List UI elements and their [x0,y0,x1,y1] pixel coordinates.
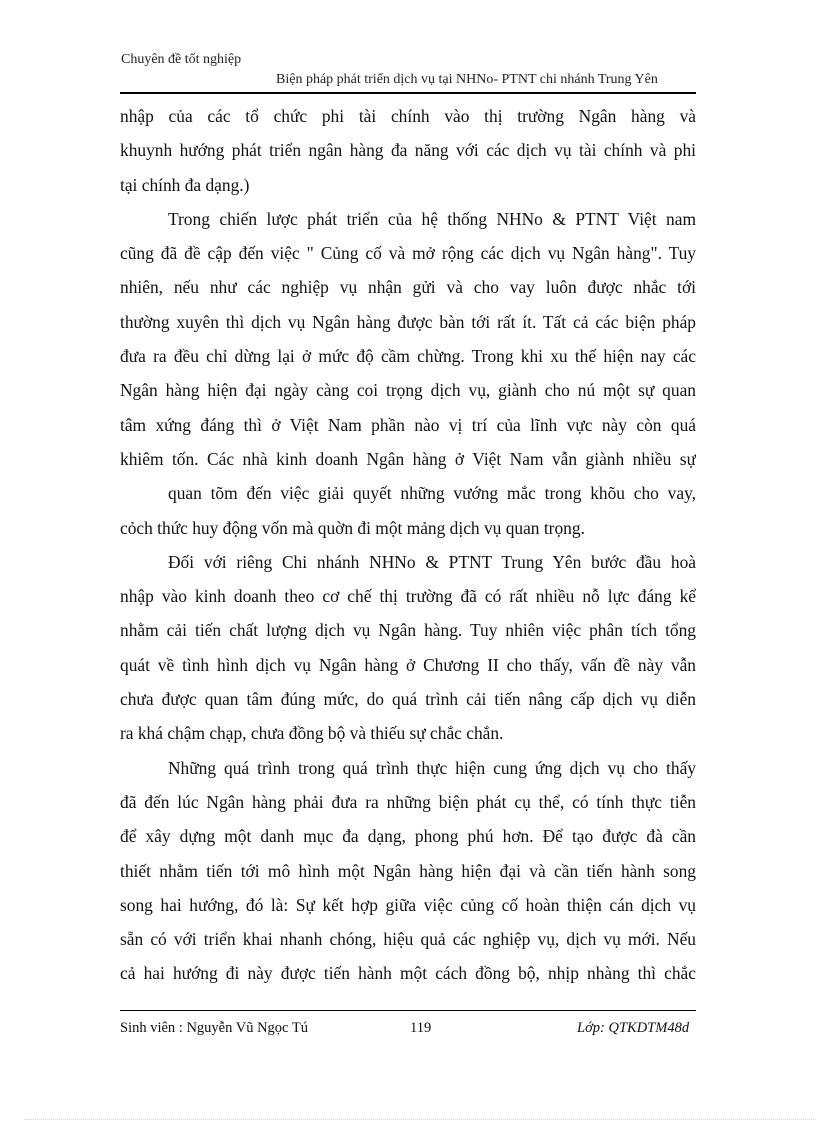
text-line: đã đến lúc Ngân hàng phải đưa ra những biện phát cụ thể, có tính thực tiễn [120,791,696,812]
body-text [120,99,696,991]
text-line: thường xuyên thì dịch vụ Ngân hàng được bàn tới rất ít. Tất cả các biện pháp [120,311,696,332]
header-right-title: Biện pháp phát triển dịch vụ tại NHNo- PTNT chi nhánh Trung Yên [276,72,658,87]
text-line: Trong chiến lược phát triển của hệ thống NHNo & PTNT Việt nam [168,208,696,229]
text-line: nhằm cải tiến chất lượng dịch vụ Ngân hàng. Tuy nhiên việc phân tích tổng [120,620,696,641]
text-line: nhập vào kinh doanh theo cơ chế thị trường đã có rất nhiều nỗ lực đáng kể [120,586,696,607]
text-line: chưa được quan tâm đúng mức, do quá trình cải tiến nâng cấp dịch vụ diễn [120,689,696,710]
text-line: quát về tình hình dịch vụ Ngân hàng ở Chương II cho thấy, vấn đề này vẫn [120,654,696,675]
text-line: khuynh hướng phát triển ngân hàng đa năng với các dịch vụ tài chính và phi [120,140,696,161]
text-line: nhiên, nếu như các nghiệp vụ nhận gửi và cho vay luôn được nhắc tới [120,277,696,298]
footer-rule [120,1010,696,1011]
page-edge-divider [24,1119,816,1120]
footer-author: Sinh viên : Nguyễn Vũ Ngọc Tú [120,1020,308,1036]
text-line: khiêm tốn. Các nhà kinh doanh Ngân hàng ở Việt Nam vẫn giành nhiều sự [120,448,696,469]
page-number: 119 [410,1020,432,1036]
text-line: nhập của các tổ chức phi tài chính vào thị trường Ngân hàng và [120,106,696,126]
text-line: cũng đã đề cập đến việc " Củng cố và mở rộng các dịch vụ Ngân hàng". Tuy [120,243,696,264]
text-line: tại chính đa dạng.) [120,174,250,195]
text-line: Những quá trình trong quá trình thực hiện cung ứng dịch vụ cho thấy [168,757,696,778]
header-rule [120,92,696,94]
footer-class: Lớp: QTKDTM48d [577,1020,690,1036]
text-line: cỏch thức huy động vốn mà quờn đi một mảng dịch vụ quan trọng. [120,517,585,538]
text-line: cả hai hướng đi này được tiến hành một cách đồng bộ, nhịp nhàng thì chắc [120,963,696,984]
text-line: sẵn có với triển khai nhanh chóng, hiệu quả các nghiệp vụ, dịch vụ mới. Nếu [120,929,696,950]
text-line: Ngân hàng hiện đại ngày càng coi trọng dịch vụ, giành cho nú một sự quan [120,380,696,401]
text-line: song hai hướng, đó là: Sự kết hợp giữa việc củng cố hoàn thiện cán dịch vụ [120,894,696,915]
text-line: tâm xứng đáng thì ở Việt Nam phần nào vị trí của lĩnh vực này còn quá [120,414,696,435]
text-line: ra khá chậm chạp, chưa đồng bộ và thiếu sự chắc chắn. [120,723,504,744]
text-line: thiết nhằm tiến tới mô hình một Ngân hàng hiện đại và cần tiến hành song [120,860,696,881]
text-line: Đối với riêng Chi nhánh NHNo & PTNT Trung Yên bước đầu hoà [168,551,696,572]
text-line: để xây dựng một danh mục đa dạng, phong phú hơn. Để tạo được đà cần [120,826,696,847]
header-left-title: Chuyên đề tốt nghiệp [121,52,242,67]
text-line: đưa ra đều chỉ dừng lại ở mức độ cầm chừng. Trong khi xu thế hiện nay các [120,346,696,367]
text-line: quan tõm đến việc giải quyết những vướng mắc trong khõu cho vay, [168,483,696,504]
